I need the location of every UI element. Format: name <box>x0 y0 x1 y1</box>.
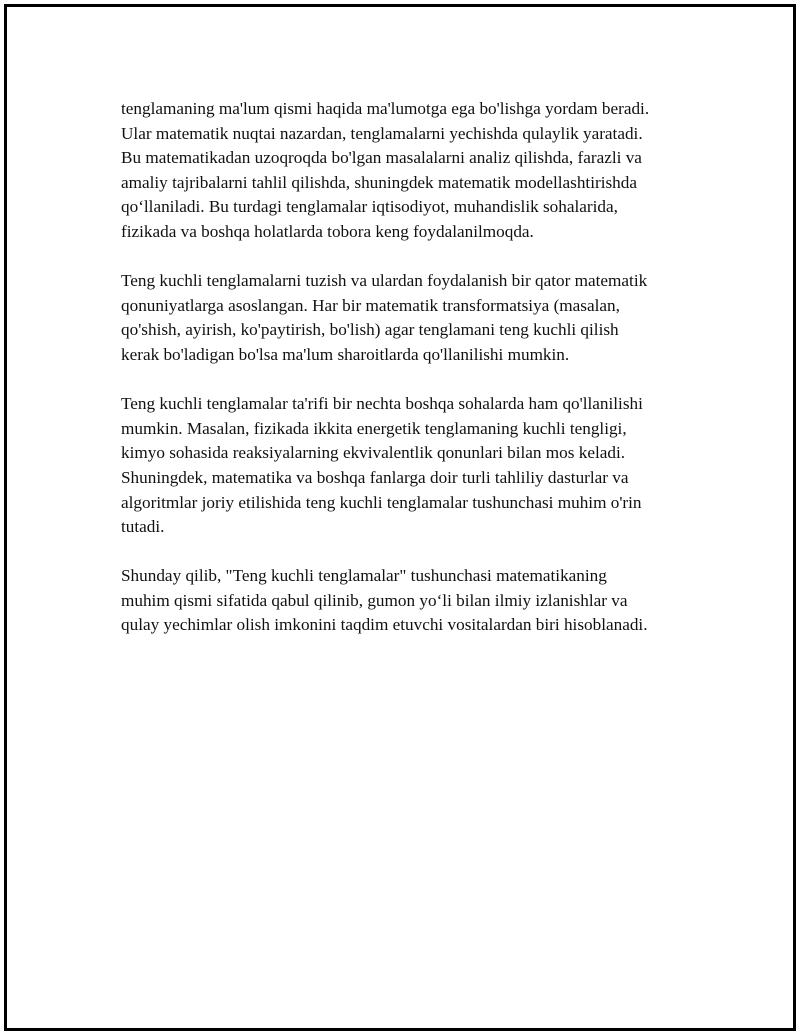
document-page <box>4 4 796 1031</box>
text-line: kimyo sohasida reaksiyalarning ekvivalentlik qonunlari bilan mos keladi. <box>121 443 626 463</box>
text-line: fizikada va boshqa holatlarda tobora keng foydalanilmoqda. <box>121 221 534 241</box>
text-line: qo'shish, ayirish, ko'paytirish, bo'lish) agar tenglamani teng kuchli qilish <box>121 320 619 340</box>
paragraph-1 <box>121 97 701 245</box>
text-line: tenglamaning ma'lum qismi haqida ma'lumotga ega bo'lishga yordam beradi. <box>121 99 650 118</box>
text-line: Teng kuchli tenglamalarni tuzish va ulardan foydalanish bir qator matematik <box>121 271 648 291</box>
text-line: tutadi. <box>121 517 165 537</box>
text-line: qonuniyatlarga asoslangan. Har bir matematik transformatsiya (masalan, <box>121 295 620 315</box>
document-body <box>121 97 701 663</box>
text-line: mumkin. Masalan, fizikada ikkita energetik tenglamaning kuchli tengligi, <box>121 418 627 438</box>
text-line: kerak bo'ladigan bo'lsa ma'lum sharoitlarda qo'llanilishi mumkin. <box>121 344 570 364</box>
text-line: Ular matematik nuqtai nazardan, tenglamalarni yechishda qulaylik yaratadi. <box>121 123 643 143</box>
paragraph-3 <box>121 392 701 540</box>
text-line: qulay yechimlar olish imkonini taqdim etuvchi vositalardan biri hisoblanadi. <box>121 615 648 635</box>
text-line: muhim qismi sifatida qabul qilinib, gumon yo‘li bilan ilmiy izlanishlar va <box>121 590 628 610</box>
text-line: Shuningdek, matematika va boshqa fanlarga doir turli tahliliy dasturlar va <box>121 467 629 487</box>
text-line: Shunday qilib, "Teng kuchli tenglamalar" tushunchasi matematikaning <box>121 566 607 586</box>
text-line: Teng kuchli tenglamalar ta'rifi bir nechta boshqa sohalarda ham qo'llanilishi <box>121 394 643 414</box>
text-line: algoritmlar joriy etilishida teng kuchli tenglamalar tushunchasi muhim o'rin <box>121 492 642 512</box>
text-line: qo‘llaniladi. Bu turdagi tenglamalar iqtisodiyot, muhandislik sohalarida, <box>121 197 618 217</box>
text-line: Bu matematikadan uzoqroqda bo'lgan masalalarni analiz qilishda, farazli va <box>121 148 642 168</box>
paragraph-2 <box>121 269 701 367</box>
text-line: amaliy tajribalarni tahlil qilishda, shuningdek matematik modellashtirishda <box>121 172 637 192</box>
paragraph-4 <box>121 564 701 638</box>
